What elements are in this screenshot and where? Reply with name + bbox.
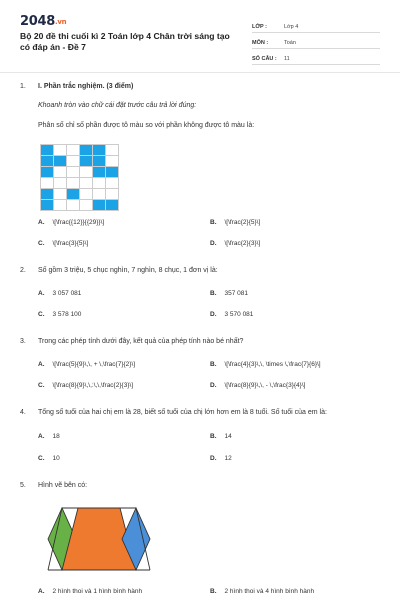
question-text: Tổng số tuổi của hai chị em là 28, biết số tuổi của chị lớn hơn em là 8 tuổi. Số tuổi của em là: [38,409,327,416]
grid-cell-shaded [80,145,93,156]
grid-cell-empty [106,189,119,200]
grid-cell-empty [106,156,119,167]
option-2c[interactable]: C. 3 578 100 [38,311,82,318]
shaded-grid-figure [40,144,119,211]
question-number: 1. [20,83,26,90]
grid-row [41,167,119,178]
grid-cell-empty [106,178,119,189]
grid-cell-empty [67,145,80,156]
option-3d[interactable]: D. \[\frac{8}{9}\,\, - \,\frac{3}{4}\] [210,382,306,389]
grid-cell-empty [93,189,106,200]
question-text: Số gồm 3 triệu, 5 chục nghìn, 7 nghìn, 8 chục, 1 đơn vị là: [38,267,218,274]
grid-row [41,145,119,156]
option-4c[interactable]: C. 10 [38,455,60,462]
grid-cell-empty [67,156,80,167]
option-1d[interactable]: D. \[\frac{2}{3}\] [210,240,261,247]
meta-row-subject: MÔN : Toán [252,33,380,49]
option-4d[interactable]: D. 12 [210,455,232,462]
grid-row [41,156,119,167]
grid-row [41,189,119,200]
grid-row [41,200,119,211]
question-number: 3. [20,338,26,345]
meta-row-class: LỚP : Lớp 4 [252,17,380,33]
grid-cell-empty [54,145,67,156]
option-1a[interactable]: A. \[\frac{{12}}{{29}}\] [38,219,105,226]
grid-cell-empty [80,167,93,178]
grid-cell-empty [80,189,93,200]
document-title: Bộ 20 đề thi cuối kì 2 Toán lớp 4 Chân trời sáng tạo có đáp án - Đề 7 [20,31,230,52]
option-2a[interactable]: A. 3 057 081 [38,290,82,297]
grid-cell-empty [93,178,106,189]
grid-cell-empty [106,145,119,156]
grid-cell-empty [67,178,80,189]
grid-cell-shaded [80,156,93,167]
grid-cell-shaded [93,156,106,167]
grid-cell-shaded [67,189,80,200]
question-text: Hình vẽ bên có: [38,482,88,489]
grid-cell-shaded [106,167,119,178]
option-5a[interactable]: A. 2 hình thoi và 1 hình bình hành [38,588,143,595]
grid-cell-empty [41,178,54,189]
grid-cell-empty [54,200,67,211]
option-2b[interactable]: B. 357 081 [210,290,248,297]
option-1c[interactable]: C. \[\frac{3}{5}\] [38,240,89,247]
option-3a[interactable]: A. \[\frac{5}{9}\,\, + \,\frac{7}{2}\] [38,361,136,368]
grid-cell-shaded [93,145,106,156]
grid-cell-empty [54,178,67,189]
grid-cell-shaded [106,200,119,211]
grid-cell-empty [67,200,80,211]
option-4b[interactable]: B. 14 [210,433,232,440]
grid-cell-empty [54,167,67,178]
header-divider [0,72,400,73]
grid-cell-shaded [93,167,106,178]
option-3b[interactable]: B. \[\frac{4}{3}\,\, \times \,\frac{7}{6}\] [210,361,321,368]
grid-cell-shaded [41,145,54,156]
grid-cell-empty [54,189,67,200]
option-2d[interactable]: D. 3 570 081 [210,311,254,318]
grid-cell-empty [80,178,93,189]
meta-row-question-count: SỐ CÂU : 11 [252,49,380,65]
instruction-text: Khoanh tròn vào chữ cái đặt trước câu trả lời đúng: [38,102,197,109]
grid-cell-shaded [93,200,106,211]
grid-cell-shaded [41,156,54,167]
grid-cell-empty [80,200,93,211]
grid-row [41,178,119,189]
question-number: 5. [20,482,26,489]
section-title: I. Phần trắc nghiệm. (3 điểm) [38,83,134,90]
grid-cell-shaded [41,200,54,211]
option-4a[interactable]: A. 18 [38,433,60,440]
grid-cell-shaded [41,189,54,200]
question-text: Trong các phép tính dưới đây, kết quả của phép tính nào bé nhất? [38,338,244,345]
question-number: 4. [20,409,26,416]
parallelogram-rhombus-figure [38,504,158,574]
option-1b[interactable]: B. \[\frac{2}{5}\] [210,219,261,226]
option-5b[interactable]: B. 2 hình thoi và 4 hình bình hành [210,588,315,595]
question-text: Phân số chỉ số phần được tô màu so với phần không được tô màu là: [38,122,255,129]
site-logo[interactable]: 2048.vn [20,14,67,29]
question-number: 2. [20,267,26,274]
grid-cell-shaded [41,167,54,178]
option-3c[interactable]: C. \[\frac{8}{9}\,\,:\,\,\frac{2}{3}\] [38,382,134,389]
document-meta [252,17,380,65]
grid-cell-empty [67,167,80,178]
page-header [20,14,380,66]
grid-cell-shaded [54,156,67,167]
